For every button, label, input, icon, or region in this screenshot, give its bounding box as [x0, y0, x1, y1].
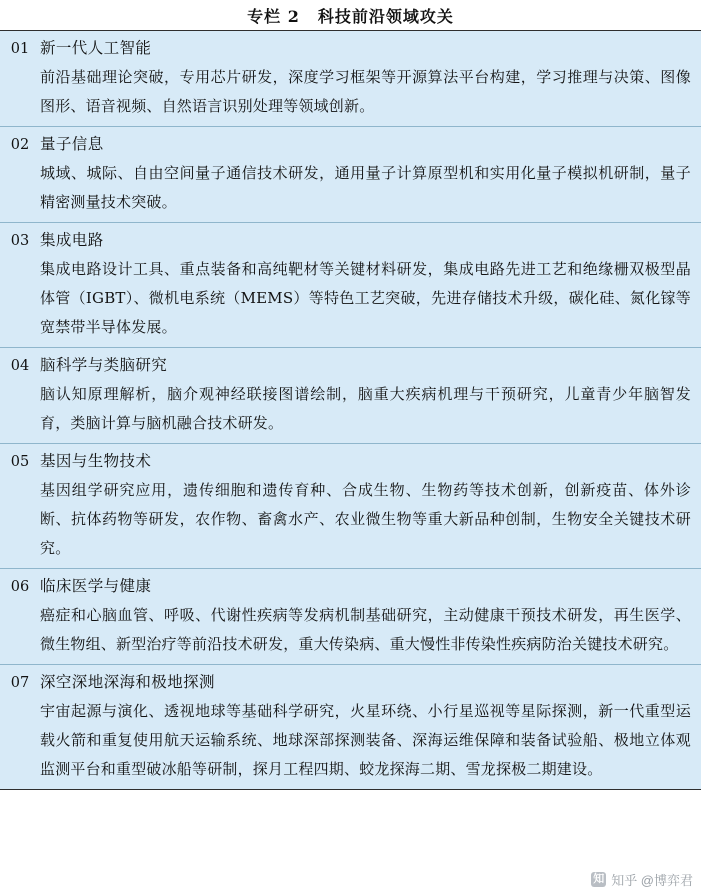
- table-row: [0, 31, 701, 127]
- row-body: 基因组学研究应用，遗传细胞和遗传育种、合成生物、生物药等技术创新，创新疫苗、体外诊断、抗体药物等研发，农作物、畜禽水产、农业微生物等重大新品种创制，生物安全关键技术研究。: [40, 481, 691, 557]
- title-number: 专栏 2: [247, 6, 300, 26]
- row-body: 脑认知原理解析，脑介观神经联接图谱绘制，脑重大疾病机理与干预研究，儿童青少年脑智发育，类脑计算与脑机融合技术研发。: [40, 385, 691, 432]
- row-content: [40, 668, 701, 784]
- title-text: 科技前沿领域攻关: [317, 6, 454, 26]
- row-number: 02: [10, 137, 30, 153]
- table-row: [0, 569, 701, 665]
- row-number: 05: [10, 454, 30, 470]
- row-number: 03: [10, 233, 30, 249]
- table-row: [0, 665, 701, 789]
- row-number: 04: [10, 358, 30, 374]
- row-heading: 量子信息: [40, 135, 104, 153]
- row-content: [40, 447, 701, 563]
- table-row: [0, 444, 701, 569]
- row-content: [40, 572, 701, 659]
- row-content: [40, 226, 701, 342]
- row-heading: 临床医学与健康: [40, 577, 152, 595]
- row-heading: 深空深地深海和极地探测: [40, 673, 215, 691]
- zhihu-logo-icon: 知: [593, 873, 605, 885]
- row-number: 07: [10, 675, 30, 691]
- row-body: 宇宙起源与演化、透视地球等基础科学研究，火星环绕、小行星巡视等星际探测，新一代重型运载火箭和重复使用航天运输系统、地球深部探测装备、深海运维保障和装备试验船、极地立体观监测平台和重型破冰船等研制，探月工程四期、蛟龙探海二期、雪龙探极二期建设。: [40, 702, 691, 778]
- row-heading: 脑科学与类脑研究: [40, 356, 168, 374]
- row-body: 前沿基础理论突破，专用芯片研发，深度学习框架等开源算法平台构建，学习推理与决策、图像图形、语音视频、自然语言识别处理等领域创新。: [40, 68, 691, 115]
- row-content: [40, 130, 701, 217]
- table-row: [0, 127, 701, 223]
- row-content: [40, 34, 701, 121]
- row-heading: 基因与生物技术: [40, 452, 152, 470]
- page-title: [0, 0, 701, 30]
- row-body: 癌症和心脑血管、呼吸、代谢性疾病等发病机制基础研究，主动健康干预技术研发，再生医学、微生物组、新型治疗等前沿技术研发，重大传染病、重大慢性非传染性疾病防治关键技术研究。: [40, 606, 691, 653]
- row-number: 06: [10, 579, 30, 595]
- table-row: [0, 223, 701, 348]
- row-body: 城域、城际、自由空间量子通信技术研发，通用量子计算原型机和实用化量子模拟机研制，量子精密测量技术突破。: [40, 164, 691, 211]
- row-heading: 新一代人工智能: [40, 39, 152, 57]
- watermark: [591, 870, 693, 889]
- feature-table: [0, 30, 701, 790]
- row-body: 集成电路设计工具、重点装备和高纯靶材等关键材料研发，集成电路先进工艺和绝缘栅双极型晶体管（IGBT）、微机电系统（MEMS）等特色工艺突破，先进存储技术升级，碳化硅、氮化镓等宽禁带半导体发展。: [40, 260, 691, 336]
- watermark-label: 知乎 @博弈君: [611, 873, 693, 888]
- row-content: [40, 351, 701, 438]
- row-number: 01: [10, 41, 30, 57]
- table-row: [0, 348, 701, 444]
- row-heading: 集成电路: [40, 231, 104, 249]
